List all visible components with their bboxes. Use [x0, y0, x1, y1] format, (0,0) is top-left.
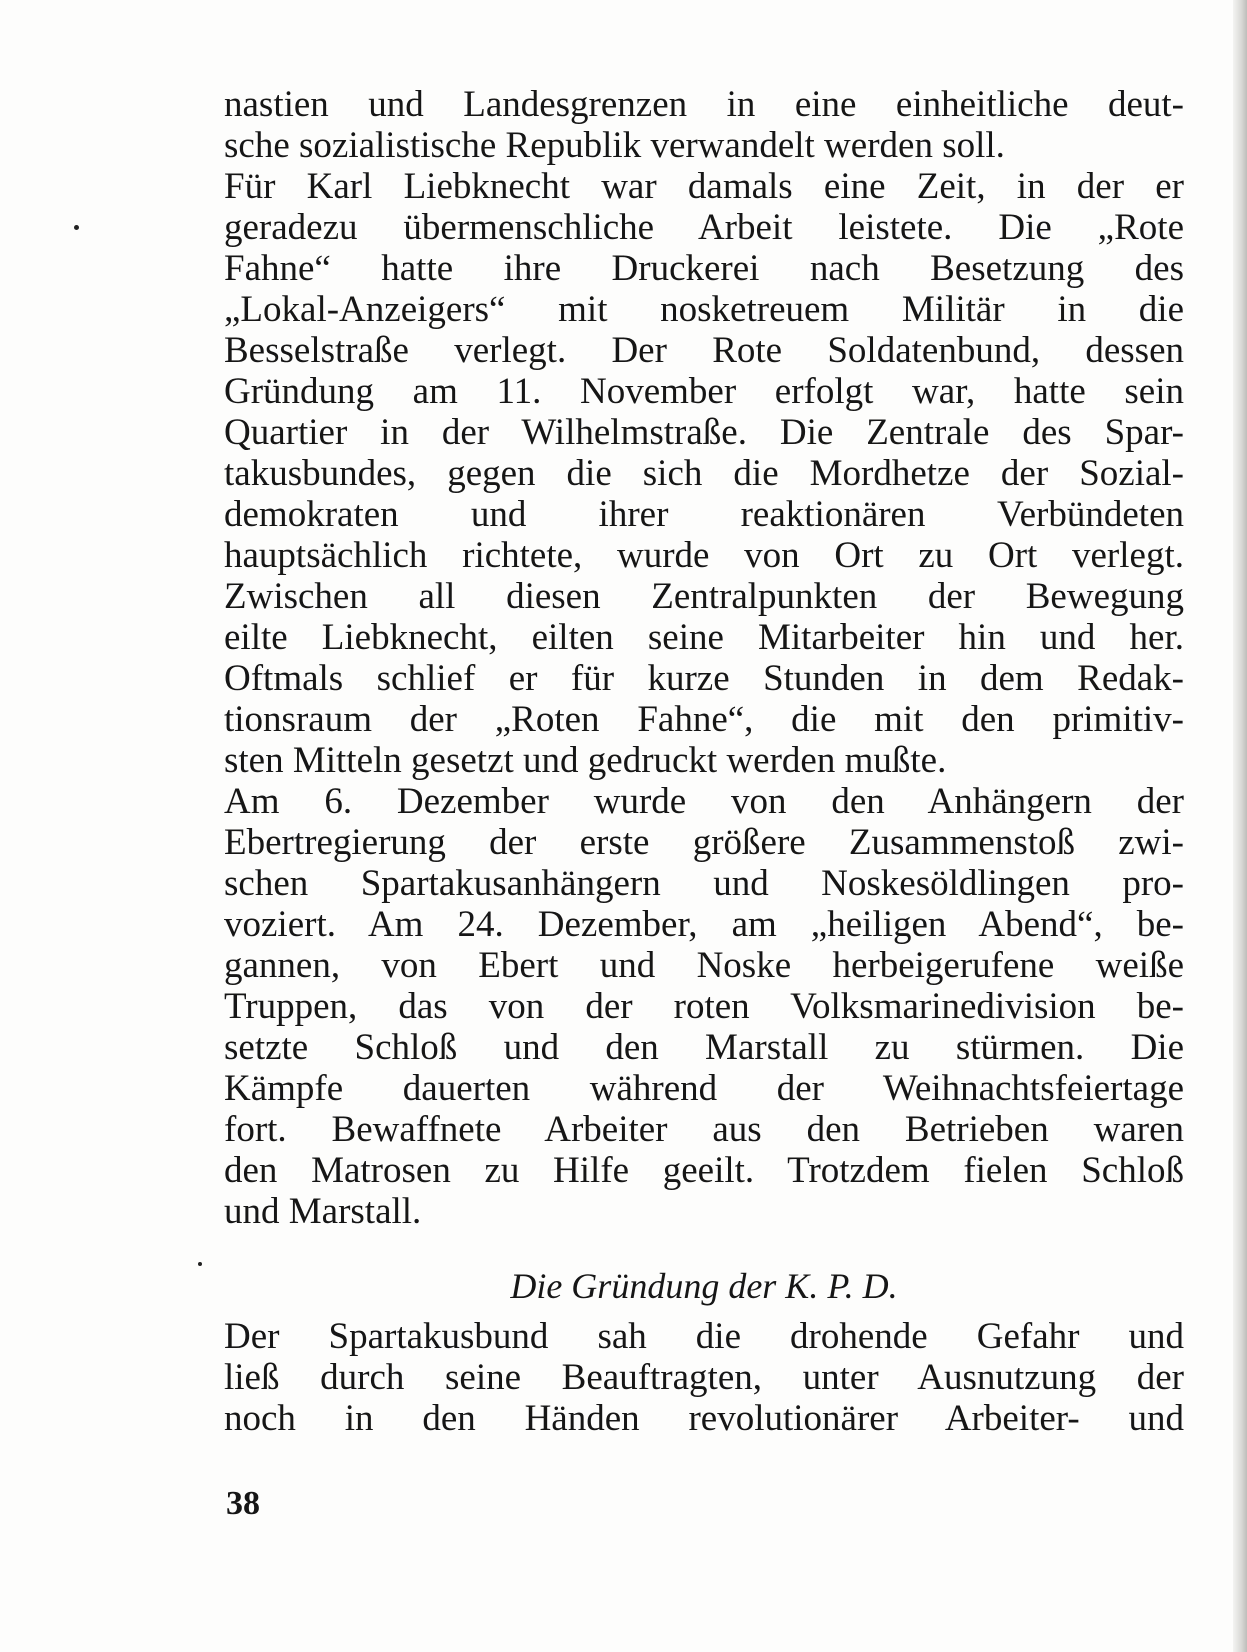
text-line: Truppen, das von der roten Volksmarinedivision be- — [224, 986, 1184, 1027]
section-heading: Die Gründung der K. P. D. — [510, 1266, 898, 1306]
text-line: Ebertregierung der erste größere Zusammenstoß zwi- — [224, 822, 1184, 863]
text-line: nastien und Landesgrenzen in eine einheitliche deut- — [224, 84, 1184, 125]
text-line: sche sozialistische Republik verwandelt werden soll. — [224, 125, 1005, 166]
text-line: setzte Schloß und den Marstall zu stürmen. Die — [224, 1027, 1184, 1068]
text-line: demokraten und ihrer reaktionären Verbündeten — [224, 494, 1184, 535]
text-line: ließ durch seine Beauftragten, unter Ausnutzung der — [224, 1357, 1184, 1398]
text-line: Oftmals schlief er für kurze Stunden in dem Redak- — [224, 658, 1184, 699]
text-line: Der Spartakusbund sah die drohende Gefahr und — [224, 1316, 1184, 1357]
print-speck — [198, 1262, 202, 1266]
text-line: schen Spartakusanhängern und Noskesöldlingen pro- — [224, 863, 1184, 904]
text-line: sten Mitteln gesetzt und gedruckt werden mußte. — [224, 740, 947, 781]
text-line: Quartier in der Wilhelmstraße. Die Zentrale des Spar- — [224, 412, 1184, 453]
text-line: voziert. Am 24. Dezember, am „heiligen Abend“, be- — [224, 904, 1184, 945]
body-text — [224, 84, 1184, 1232]
section-text — [224, 1316, 1184, 1439]
text-line: Gründung am 11. November erfolgt war, hatte sein — [224, 371, 1184, 412]
text-line: Fahne“ hatte ihre Druckerei nach Besetzung des — [224, 248, 1184, 289]
text-line: hauptsächlich richtete, wurde von Ort zu Ort verlegt. — [224, 535, 1184, 576]
page-edge-shadow — [1233, 0, 1247, 1652]
page-number: 38 — [226, 1485, 260, 1522]
text-line: Zwischen all diesen Zentralpunkten der Bewegung — [224, 576, 1184, 617]
text-line: noch in den Händen revolutionärer Arbeiter- und — [224, 1398, 1184, 1439]
text-line: den Matrosen zu Hilfe geeilt. Trotzdem fielen Schloß — [224, 1150, 1184, 1191]
text-line: „Lokal-Anzeigers“ mit nosketreuem Militär in die — [224, 289, 1184, 330]
print-speck — [74, 225, 79, 230]
text-line: fort. Bewaffnete Arbeiter aus den Betrieben waren — [224, 1109, 1184, 1150]
text-line: Für Karl Liebknecht war damals eine Zeit, in der er — [224, 166, 1184, 207]
text-line: Am 6. Dezember wurde von den Anhängern der — [224, 781, 1184, 822]
text-line: tionsraum der „Roten Fahne“, die mit den primitiv- — [224, 699, 1184, 740]
text-line: gannen, von Ebert und Noske herbeigerufene weiße — [224, 945, 1184, 986]
text-line: eilte Liebknecht, eilten seine Mitarbeiter hin und her. — [224, 617, 1184, 658]
text-line: und Marstall. — [224, 1191, 422, 1232]
text-line: takusbundes, gegen die sich die Mordhetze der Sozial- — [224, 453, 1184, 494]
text-line: Kämpfe dauerten während der Weihnachtsfeiertage — [224, 1068, 1184, 1109]
text-line: Besselstraße verlegt. Der Rote Soldatenbund, dessen — [224, 330, 1184, 371]
text-line: geradezu übermenschliche Arbeit leistete. Die „Rote — [224, 207, 1184, 248]
